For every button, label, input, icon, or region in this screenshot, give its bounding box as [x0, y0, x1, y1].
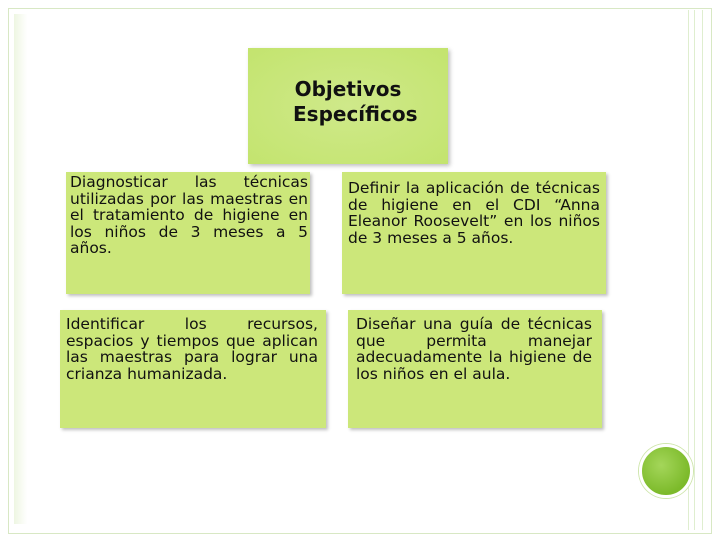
- objective-box-2: [342, 172, 606, 294]
- decor-line: [702, 10, 703, 530]
- objective-text-3: Identificar los recursos, espacios y tiempos que aplican las maestras para lograr una crianza humanizada.: [66, 315, 318, 383]
- objective-text-2: Definir la aplicación de técnicas de higiene en el CDI “Anna Eleanor Roosevelt” en los niños de 3 meses a 5 años.: [348, 179, 600, 247]
- decor-line: [688, 10, 689, 530]
- objective-text-4: Diseñar una guía de técnicas que permita manejar adecuadamente la higiene de los niños en el aula.: [356, 315, 592, 383]
- objective-text-1: Diagnosticar las técnicas utilizadas por las maestras en el tratamiento de higiene en los niños de 3 meses a 5 años.: [70, 173, 308, 257]
- decor-line: [694, 10, 695, 530]
- accent-dot: [639, 444, 693, 498]
- objectives-title-box: [248, 48, 448, 164]
- slide-side-band: [14, 14, 33, 524]
- objective-box-3: [60, 310, 326, 428]
- objective-box-4: [348, 310, 602, 428]
- objective-box-1: [66, 172, 310, 294]
- objectives-title: Objetivos Específicos: [293, 77, 418, 126]
